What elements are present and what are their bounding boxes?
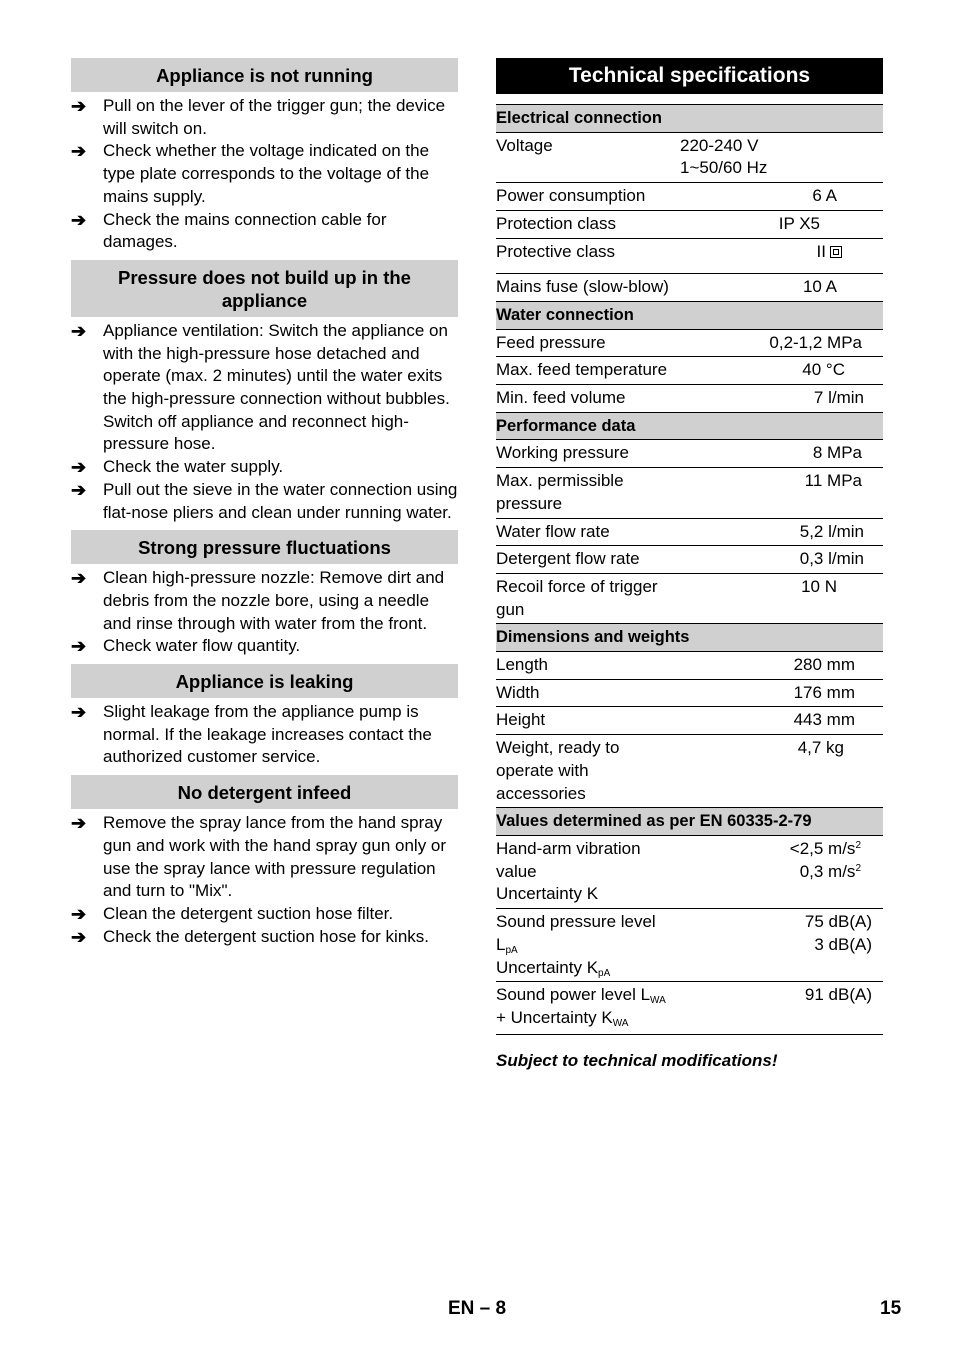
list-item-text: Check the detergent suction hose for kinks. (103, 926, 430, 946)
list-item (71, 320, 458, 456)
spec-row-protective-class: Protective class II (496, 238, 883, 274)
troubleshooting-list (71, 701, 458, 769)
arrow-right-icon: ➔ (71, 96, 87, 116)
troubleshooting-heading: Appliance is leaking (71, 664, 458, 698)
arrow-right-icon: ➔ (71, 702, 87, 723)
arrow-right-icon: ➔ (71, 209, 87, 230)
list-item-text: Appliance ventilation: Switch the appliance on with the high-pressure hose detached and operate (max. 2 minutes) until the water exits the high-pressure connection without bubbles. Switch off appliance and reconnect high-pressure hose. (103, 320, 450, 454)
list-item-text: Remove the spray lance from the hand spray gun and work with the hand spray gun only or use the spray lance with pressure regulation and turn to "Mix". (103, 813, 447, 901)
troubleshooting-list (71, 812, 458, 948)
spec-row-voltage: Voltage 220-240 V 1~50/60 Hz (496, 132, 883, 182)
list-item (71, 95, 458, 140)
list-item (71, 140, 458, 208)
page-number: 15 (880, 1298, 902, 1319)
troubleshooting-heading: Pressure does not build up in the appliance (71, 260, 458, 317)
arrow-right-icon: ➔ (71, 903, 87, 924)
tech-specs-table (496, 104, 883, 1035)
spec-row-height: Height 443 mm (496, 707, 883, 735)
list-item (71, 479, 458, 524)
arrow-right-icon: ➔ (71, 457, 87, 478)
class-ii-symbol-icon (830, 246, 842, 258)
spec-row-length: Length 280 mm (496, 652, 883, 680)
troubleshooting-column (71, 58, 458, 954)
arrow-right-icon: ➔ (71, 926, 87, 947)
list-item-text: Check water flow quantity. (103, 636, 301, 656)
troubleshooting-heading: No detergent infeed (71, 775, 458, 809)
list-item (71, 926, 458, 949)
list-item (71, 209, 458, 254)
spec-row-weight: Weight, ready to operate with accessories 4,7 kg (496, 735, 883, 808)
spec-row-sound-power: Sound power level $L_{WA}$ + Uncertainty $K_{WA}$ 91 dB(A) (496, 982, 883, 1034)
spec-row-feed-pressure: Feed pressure 0,2-1,2 MPa (496, 329, 883, 357)
list-item (71, 456, 458, 479)
troubleshooting-list (71, 95, 458, 254)
tech-specs-title: Technical specifications (496, 58, 883, 94)
spec-row-width: Width 176 mm (496, 679, 883, 707)
list-item-text: Pull on the lever of the trigger gun; the device will switch on. (103, 96, 446, 138)
list-item-text: Pull out the sieve in the water connection using flat-nose pliers and clean under running water. (103, 479, 458, 522)
spec-row-detergent-flow: Detergent flow rate 0,3 l/min (496, 546, 883, 574)
arrow-right-icon: ➔ (71, 813, 87, 834)
modifications-note: Subject to technical modifications! (496, 1050, 778, 1070)
spec-row-protection-class: Protection class IP X5 (496, 210, 883, 238)
spec-row-feed-temperature: Max. feed temperature 40 °C (496, 357, 883, 385)
spec-row-power: Power consumption 6 A (496, 183, 883, 211)
troubleshooting-sections (71, 58, 458, 948)
arrow-right-icon: ➔ (71, 568, 87, 589)
list-item-text: Check whether the voltage indicated on the type plate corresponds to the voltage of the mains supply. (103, 141, 430, 206)
spec-row-sound-pressure: Sound pressure level $L_{pA}$ Uncertainty $K_{pA}$ 75 dB(A) 3 dB(A) (496, 909, 883, 982)
footer-section-label: EN – 8 (447, 1298, 507, 1319)
protective-class-value: II (816, 241, 826, 261)
arrow-right-icon: ➔ (71, 636, 87, 657)
tech-specs-column (496, 58, 883, 1071)
frequency-value: 1~50/60 Hz (680, 158, 768, 178)
group-dimensions: Dimensions and weights (496, 624, 883, 652)
arrow-right-icon: ➔ (71, 141, 87, 162)
list-item-text: Clean high-pressure nozzle: Remove dirt and debris from the nozzle bore, using a needle and rinse through with water from the front. (103, 568, 445, 633)
spec-row-working-pressure: Working pressure 8 MPa (496, 440, 883, 468)
group-values: Values determined as per EN 60335-2-79 (496, 808, 883, 836)
list-item-text: Check the water supply. (103, 457, 284, 477)
troubleshooting-heading: Strong pressure fluctuations (71, 530, 458, 564)
spec-row-recoil-force: Recoil force of trigger gun 10 N (496, 573, 883, 623)
spec-row-feed-volume: Min. feed volume 7 l/min (496, 385, 883, 413)
list-item (71, 903, 458, 926)
group-water: Water connection (496, 301, 883, 329)
spec-row-max-pressure: Max. permissible pressure 11 MPa (496, 468, 883, 518)
list-item (71, 701, 458, 769)
group-electrical: Electrical connection (496, 105, 883, 133)
list-item (71, 567, 458, 635)
spec-row-fuse: Mains fuse (slow-blow) 10 A (496, 274, 883, 302)
list-item (71, 812, 458, 903)
voltage-value: 220-240 V (680, 135, 759, 155)
arrow-right-icon: ➔ (71, 320, 87, 341)
troubleshooting-heading: Appliance is not running (71, 58, 458, 92)
list-item (71, 635, 458, 658)
list-item-text: Clean the detergent suction hose filter. (103, 903, 394, 923)
spec-row-water-flow: Water flow rate 5,2 l/min (496, 518, 883, 546)
list-item-text: Slight leakage from the appliance pump is normal. If the leakage increases contact the authorized customer service. (103, 702, 432, 767)
spec-row-vibration: Hand-arm vibration value Uncertainty K <2,5 $m/s^2$ 0,3 $m/s^2$ (496, 835, 883, 908)
troubleshooting-list (71, 320, 458, 524)
group-performance: Performance data (496, 412, 883, 440)
troubleshooting-list (71, 567, 458, 658)
arrow-right-icon: ➔ (71, 479, 87, 500)
list-item-text: Check the mains connection cable for damages. (103, 209, 387, 252)
